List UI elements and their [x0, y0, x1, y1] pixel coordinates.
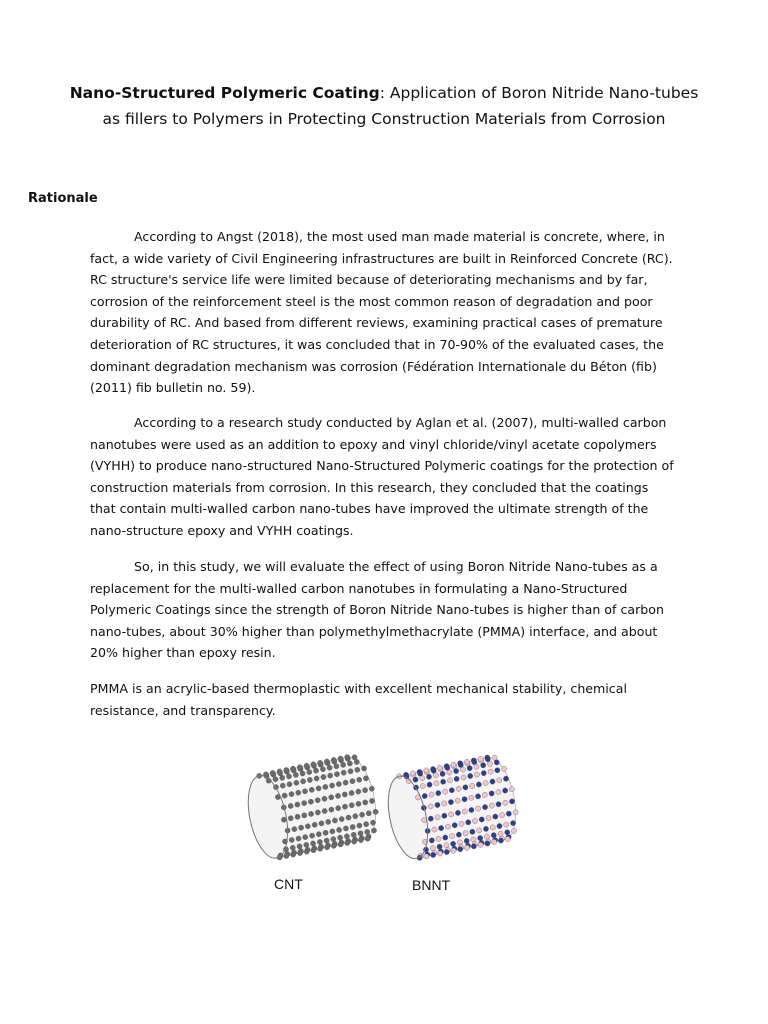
title-rest: : Application of Boron Nitride Nano-tubes as fillers to Polymers in Protecting Construction Materials from Corrosion: [102, 84, 699, 128]
section-heading: Rationale: [28, 191, 98, 206]
paragraph-4: PMMA is an acrylic-based thermoplastic with excellent mechanical stability, chemical resistance, and transparency.: [90, 681, 627, 718]
paragraph-2: According to a research study conducted by Aglan et al. (2007), multi-walled carbon nanotubes were used as an addition to epoxy and vinyl chloride/vinyl acetate copolymers (VYHH) to produce nano-structured Nano-Structured Polymeric coatings for the protection of construction materials from corrosion. In this research, they concluded that the coatings that contain multi-walled carbon nano-tubes have improved the ultimate strength of the nano-structure epoxy and VYHH coatings.: [90, 415, 674, 538]
nanotube-figure: [240, 748, 530, 898]
cnt-tube: [241, 750, 385, 864]
paragraph-3: So, in this study, we will evaluate the effect of using Boron Nitride Nano-tubes as a replacement for the multi-walled carbon nanotubes in formulating a Nano-Structured Polymeric Coatings since the strength of Boron Nitride Nano-tubes is higher than of carbon nano-tubes, about 30% higher than polymethylmethacrylate (PMMA) interface, and about 20% higher than epoxy resin.: [90, 559, 664, 661]
bnnt-caption: BNNT: [412, 877, 451, 893]
title-bold: Nano-Structured Polymeric Coating: [69, 84, 380, 102]
document-title: [60, 80, 708, 132]
paragraph-1: According to Angst (2018), the most used man made material is concrete, where, in fact, a wide variety of Civil Engineering infrastructures are built in Reinforced Concrete (RC). RC structure's service life were limited because of deteriorating mechanisms and by far, corrosion of the reinforcement steel is the most common reason of degradation and poor durability of RC. And based from different reviews, examining practical cases of premature deterioration of RC structures, it was concluded that in 70-90% of the evaluated cases, the dominant degradation mechanism was corrosion (Fédération Internationale du Béton (fib) (2011) fib bulletin no. 59).: [90, 229, 673, 396]
nanotube-illustration: [240, 748, 530, 868]
bnnt-tube: [381, 751, 525, 865]
cnt-caption: CNT: [274, 876, 303, 892]
